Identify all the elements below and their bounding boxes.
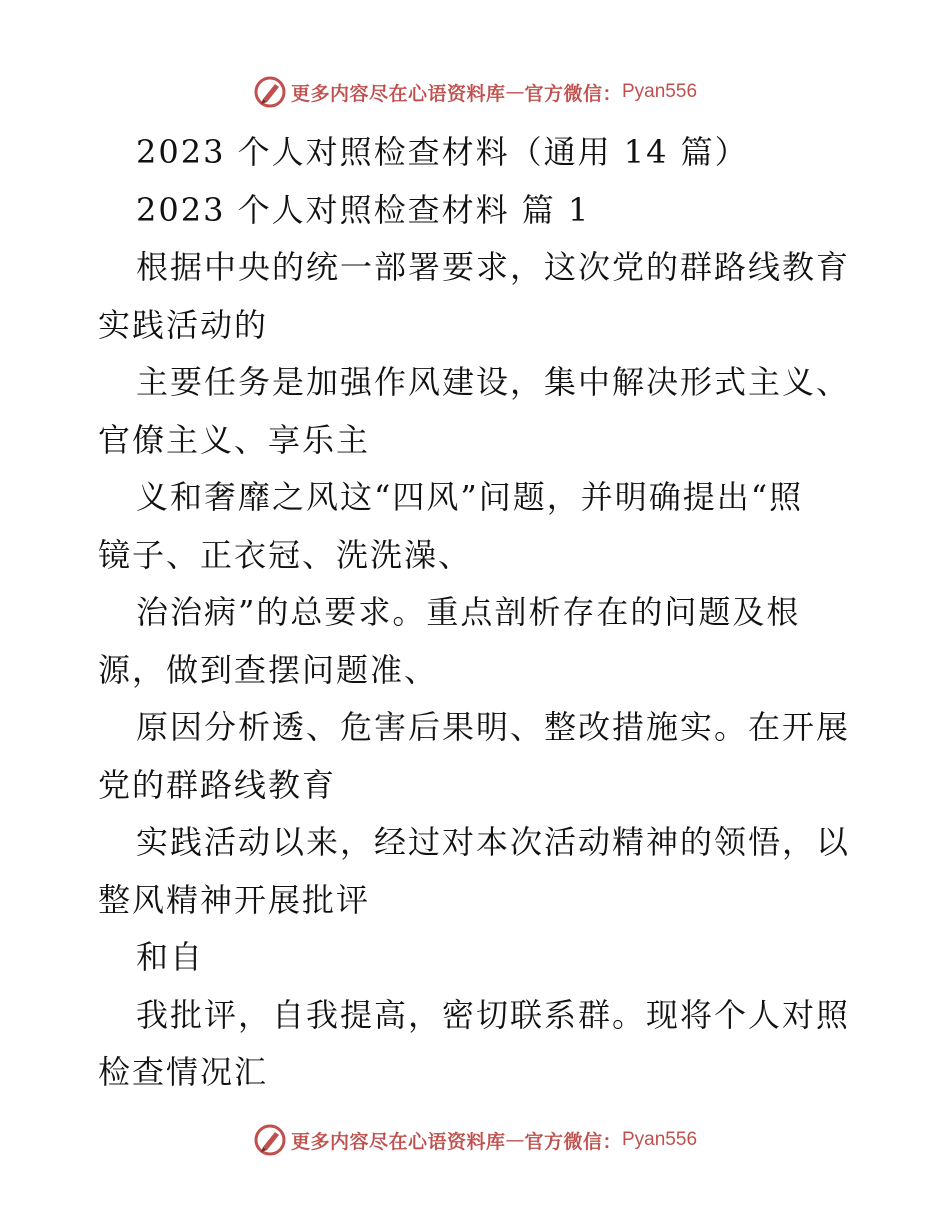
pen-logo-icon xyxy=(253,1123,287,1157)
watermark-wechat-label: 官方微信： xyxy=(524,82,622,105)
body-line: 主要任务是加强作风建设，集中解决形式主义、 xyxy=(136,363,851,401)
header-watermark xyxy=(0,72,950,112)
body-line: 检查情况汇 xyxy=(98,1053,269,1091)
body-line: 整风精神开展批评 xyxy=(98,880,371,919)
body-line: 党的群路线教育 xyxy=(98,765,337,804)
watermark-separator: — xyxy=(505,1129,525,1151)
document-title: 2023 个人对照检查材料（通用 14 篇） xyxy=(136,133,749,171)
document-body xyxy=(98,124,858,1102)
body-line: 义和奢靡之风这“四风”问题，并明确提出“照 xyxy=(136,478,804,516)
body-line: 和自 xyxy=(136,938,205,976)
body-line: 实践活动的 xyxy=(98,305,269,344)
watermark-separator: — xyxy=(505,81,525,103)
watermark-text: 更多内容尽在心语资料库 xyxy=(290,1130,506,1153)
body-line: 官僚主义、享乐主 xyxy=(98,420,371,459)
section-heading: 2023 个人对照检查材料 篇 1 xyxy=(136,190,591,229)
body-line: 镜子、正衣冠、洗洗澡、 xyxy=(98,535,473,574)
watermark-wechat-id: Pyan556 xyxy=(622,81,698,102)
pen-logo-icon xyxy=(253,75,287,109)
body-line: 根据中央的统一部署要求，这次党的群路线教育 xyxy=(136,248,851,286)
body-line: 源，做到查摆问题准、 xyxy=(98,650,439,689)
body-line: 治治病”的总要求。重点剖析存在的问题及根 xyxy=(136,593,801,631)
body-line: 原因分析透、危害后果明、整改措施实。在开展 xyxy=(136,708,851,746)
footer-watermark xyxy=(0,1120,950,1160)
watermark-wechat-id: Pyan556 xyxy=(622,1129,698,1150)
body-line: 我批评，自我提高，密切联系群。现将个人对照 xyxy=(136,995,851,1034)
watermark-wechat-label: 官方微信： xyxy=(524,1130,622,1153)
watermark-text: 更多内容尽在心语资料库 xyxy=(290,82,506,105)
body-line: 实践活动以来，经过对本次活动精神的领悟，以 xyxy=(136,823,851,861)
